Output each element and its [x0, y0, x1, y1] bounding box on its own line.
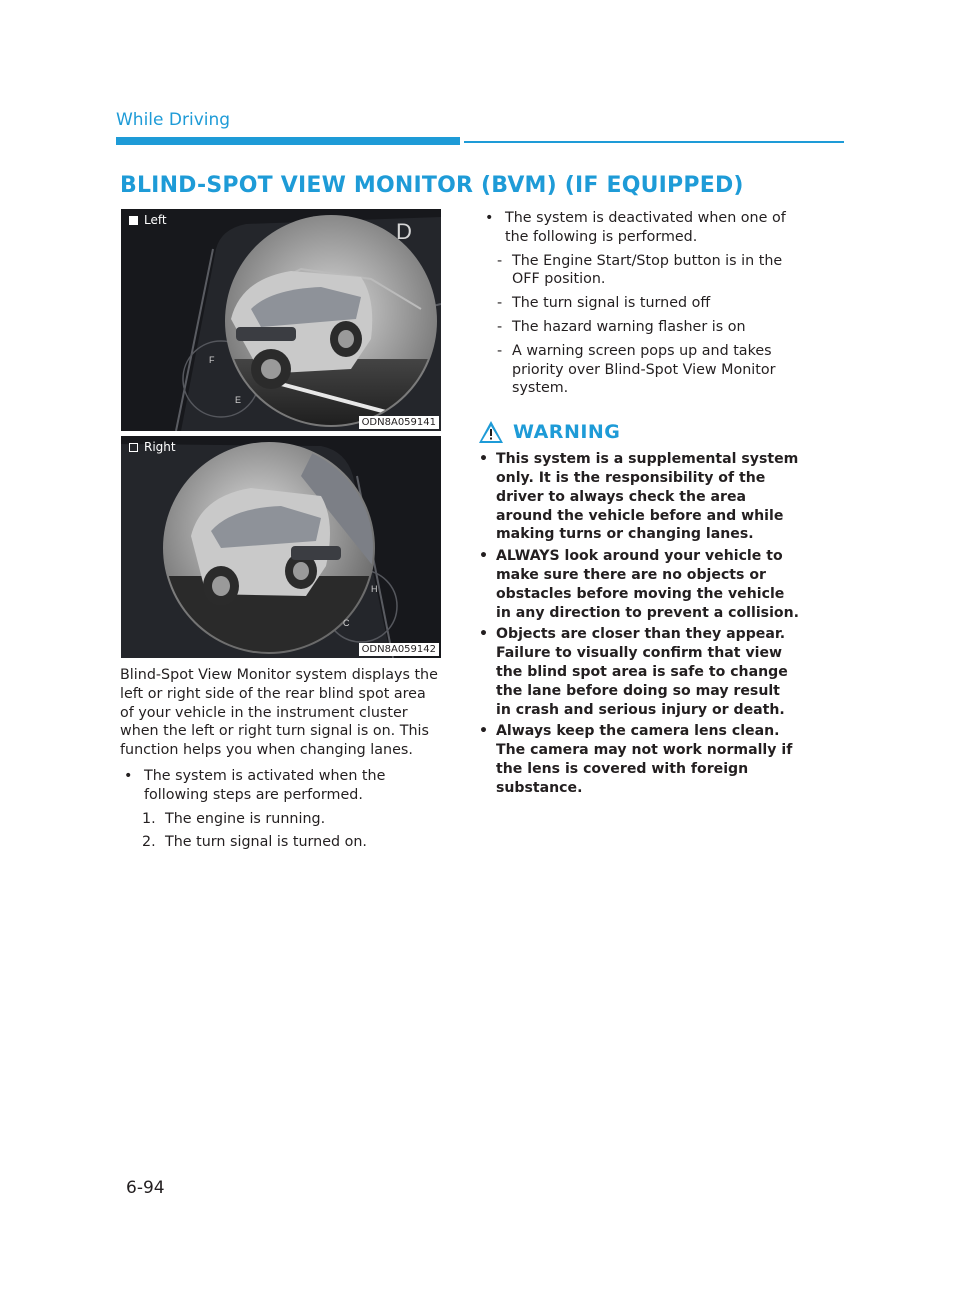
- header-rule-thick: [116, 137, 460, 145]
- warning-item: • ALWAYS look around your vehicle to make sure there are no objects or obstacles before moving the vehicle in any direction to prevent a collision.: [481, 547, 799, 622]
- page-title: BLIND-SPOT VIEW MONITOR (BVM) (IF EQUIPPED): [120, 173, 744, 198]
- deactivation-subitem: - A warning screen pops up and takes priority over Blind-Spot View Monitor system.: [481, 342, 799, 398]
- temp-hot-label: H: [371, 584, 378, 594]
- deactivation-subitem: - The turn signal is turned off: [481, 294, 799, 313]
- warning-item: • Objects are closer than they appear. Failure to visually confirm that view the blind spot area is safe to change the lane before doing so may result in crash and serious injury or death.: [481, 625, 799, 719]
- figure-right: [121, 436, 441, 658]
- figure-right-label: [129, 440, 176, 454]
- warning-item: • This system is a supplemental system only. It is the responsibility of the driver to always check the area around the vehicle before and while making turns or changing lanes.: [481, 450, 799, 544]
- warning-title: WARNING: [513, 420, 621, 443]
- figure-left-label: [129, 213, 167, 227]
- header-rule-thin: [464, 141, 844, 143]
- cluster-left-illustration: [121, 209, 441, 431]
- figure-left: [121, 209, 441, 431]
- figure-right-label-text: Right: [144, 440, 176, 454]
- cluster-right-illustration: [121, 436, 441, 658]
- left-column: [120, 666, 442, 852]
- fuel-empty-label: E: [235, 395, 242, 405]
- activation-bullet: • The system is activated when the following steps are performed.: [120, 767, 442, 805]
- deactivation-subitem: - The Engine Start/Stop button is in the OFF position.: [481, 252, 799, 290]
- right-column: [481, 209, 799, 798]
- figure-left-code: ODN8A059141: [359, 416, 439, 429]
- step-text: The engine is running.: [165, 810, 326, 827]
- step-number: 2.: [142, 834, 156, 851]
- step-text: The turn signal is turned on.: [165, 834, 367, 851]
- step-item: [120, 810, 442, 829]
- intro-paragraph: Blind-Spot View Monitor system displays the left or right side of the rear blind spot area of your vehicle in the instrument cluster when the left or right turn signal is on. This function helps you when changing lanes.: [120, 667, 438, 759]
- fuel-full-label: F: [209, 355, 215, 365]
- deactivation-bullet: • The system is deactivated when one of the following is performed.: [481, 209, 799, 247]
- step-item: [120, 833, 442, 852]
- gear-indicator: D: [396, 219, 412, 244]
- warning-heading: [478, 420, 799, 444]
- step-number: 1.: [142, 810, 156, 827]
- figure-right-code: ODN8A059142: [359, 643, 439, 656]
- section-header: While Driving: [116, 110, 231, 130]
- temp-cold-label: C: [343, 618, 350, 628]
- warning-item: • Always keep the camera lens clean. The camera may not work normally if the lens is covered with foreign substance.: [481, 722, 799, 797]
- figure-left-label-text: Left: [144, 213, 167, 227]
- filled-square-icon: [129, 216, 138, 225]
- hollow-square-icon: [129, 443, 138, 452]
- page-number: 6-94: [126, 1178, 165, 1198]
- deactivation-subitem: - The hazard warning flasher is on: [481, 318, 799, 337]
- warning-triangle-icon: [478, 420, 504, 444]
